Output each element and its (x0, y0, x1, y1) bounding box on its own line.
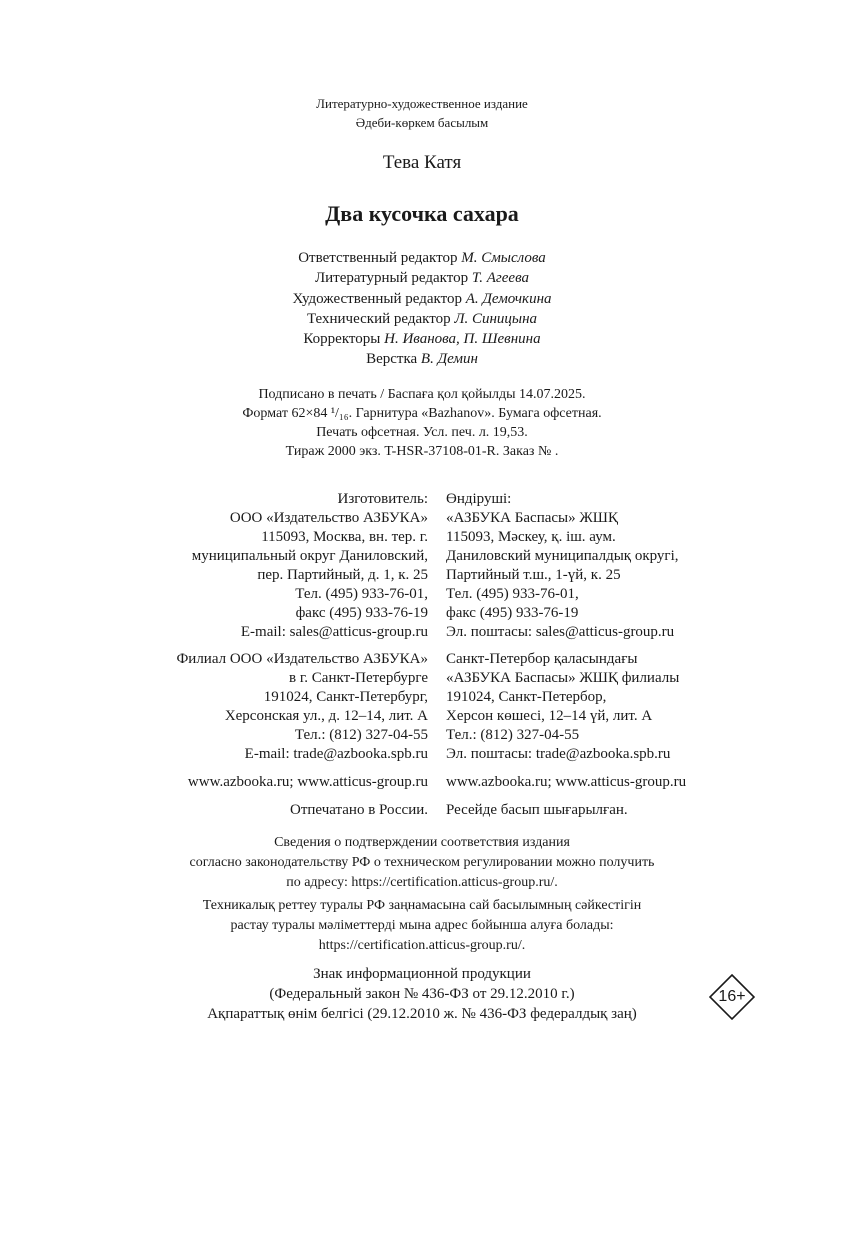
branch-ru-line: в г. Санкт-Петербурге (289, 670, 428, 686)
branch-ru (176, 650, 428, 764)
certification-kz-line: https://certification.atticus-group.ru/. (318, 938, 526, 953)
branch-kz-line: Санкт-Петербор қаласындағы (446, 651, 638, 667)
certification-kz-line: Техникалық реттеу туралы РФ заңнамасына сай басылымның сәйкестігін (202, 898, 642, 913)
branch-kz-line: Тел.: (812) 327-04-55 (446, 727, 580, 743)
branch-ru-line: 191024, Санкт-Петербург, (263, 689, 428, 705)
editor-role: Художественный редактор (292, 290, 462, 307)
certification-ru (0, 833, 844, 893)
branch-kz-email: Эл. поштасы: trade@azbooka.spb.ru (446, 746, 671, 762)
manufacturer-kz-line: Өндіруші: (446, 491, 512, 507)
branch-kz-line: «АЗБУКА Баспасы» ЖШҚ филиалы (446, 670, 680, 686)
editor-name: Л. Синицына (454, 310, 538, 327)
branch-kz-line: Херсон көшесі, 12–14 үй, лит. А (446, 708, 653, 724)
editor-role: Технический редактор (306, 310, 451, 327)
info-sign-line: (Федеральный закон № 436-ФЗ от 29.12.2010 г.) (269, 986, 575, 1002)
editor-line (0, 329, 844, 349)
print-info-line: Формат 62×84 ¹/₁₆. Гарнитура «Bazhanov». Бумага офсетная. (242, 406, 602, 421)
certification-kz-line: растау туралы мәліметтерді мына адрес бойынша алуға болады: (230, 918, 614, 933)
editor-name: Т. Агеева (471, 270, 529, 287)
manufacturer-kz (446, 490, 679, 642)
manufacturer-ru-line: факс (495) 933-76-19 (295, 605, 428, 621)
print-info-line: Подписано в печать / Баспаға қол қойылды 14.07.2025. (258, 387, 586, 402)
printed-in-ru: Отпечатано в России. (290, 802, 428, 818)
age-rating-label: 16+ (718, 988, 746, 1005)
edition-type-header (0, 94, 844, 132)
branch-ru-line: Филиал ООО «Издательство АЗБУКА» (176, 651, 428, 667)
print-info-line: Печать офсетная. Усл. печ. л. 19,53. (316, 425, 528, 440)
edition-type-ru: Литературно-художественное издание (316, 96, 528, 111)
edition-type-kz: Әдеби-көркем басылым (355, 115, 489, 130)
certification-ru-line: по адресу: https://certification.atticus-group.ru/. (286, 875, 558, 890)
print-info-line: Тираж 2000 экз. T-HSR-37108-01-R. Заказ № . (285, 444, 559, 459)
age-rating-badge (709, 974, 755, 1020)
manufacturer-ru-email: E-mail: sales@atticus-group.ru (240, 624, 428, 640)
manufacturer-kz-line: Партийный т.ш., 1-үй, к. 25 (446, 567, 621, 583)
editor-line (0, 268, 844, 288)
manufacturer-ru (192, 490, 428, 642)
branch-ru-line: Херсонская ул., д. 12–14, лит. А (224, 708, 428, 724)
manufacturer-ru-line: ООО «Издательство АЗБУКА» (229, 510, 428, 526)
manufacturer-ru-line: Изготовитель: (337, 491, 428, 507)
manufacturer-kz-line: факс (495) 933-76-19 (446, 605, 579, 621)
editor-line (0, 349, 844, 369)
certification-ru-line: согласно законодательству РФ о техническом регулировании можно получить (189, 855, 655, 870)
branch-ru-line: Тел.: (812) 327-04-55 (294, 727, 428, 743)
manufacturer-kz-line: Даниловский муниципалдық округі, (446, 548, 679, 564)
editor-role: Ответственный редактор (298, 250, 458, 266)
certification-kz (0, 896, 844, 956)
editor-name: Н. Иванова, П. Шевнина (384, 331, 541, 348)
manufacturer-kz-line: «АЗБУКА Баспасы» ЖШҚ (446, 510, 618, 526)
editor-line (0, 289, 844, 309)
book-title: Два кусочка сахара (325, 201, 519, 226)
manufacturer-kz-line: Тел. (495) 933-76-01, (446, 586, 579, 602)
manufacturer-ru-line: Тел. (495) 933-76-01, (295, 586, 428, 602)
info-sign-line: Знак информационной продукции (313, 966, 531, 982)
editor-name: В. Демин (420, 351, 478, 368)
print-info (0, 385, 844, 461)
editor-name: М. Смыслова (461, 250, 546, 266)
manufacturer-kz-line: 115093, Мәскеу, қ. іш. аум. (446, 529, 616, 545)
branch-kz (446, 650, 679, 764)
info-sign-line: Ақпараттық өнім белгісі (29.12.2010 ж. № 436-ФЗ федералдық заң) (207, 1006, 637, 1022)
manufacturer-ru-line: пер. Партийный, д. 1, к. 25 (257, 567, 428, 583)
manufacturer-kz-email: Эл. поштасы: sales@atticus-group.ru (446, 624, 675, 640)
printed-in-kz: Ресейде басып шығарылған. (446, 802, 628, 818)
editor-role: Корректоры (303, 331, 381, 348)
editor-name: А. Демочкина (465, 290, 552, 307)
author-name: Тева Катя (382, 152, 462, 173)
manufacturer-ru-line: муниципальный округ Даниловский, (191, 548, 428, 564)
editor-role: Литературный редактор (314, 270, 469, 287)
branch-ru-email: E-mail: trade@azbooka.spb.ru (244, 746, 428, 762)
editor-line (0, 309, 844, 329)
branch-kz-line: 191024, Санкт-Петербор, (446, 689, 607, 705)
websites-kz: www.azbooka.ru; www.atticus-group.ru (446, 774, 687, 790)
websites-ru: www.azbooka.ru; www.atticus-group.ru (187, 774, 428, 790)
manufacturer-ru-line: 115093, Москва, вн. тер. г. (261, 529, 428, 545)
editors-list (0, 248, 844, 370)
certification-ru-line: Сведения о подтверждении соответствия издания (274, 835, 570, 850)
editor-role: Верстка (366, 351, 418, 368)
editor-line (0, 248, 844, 268)
